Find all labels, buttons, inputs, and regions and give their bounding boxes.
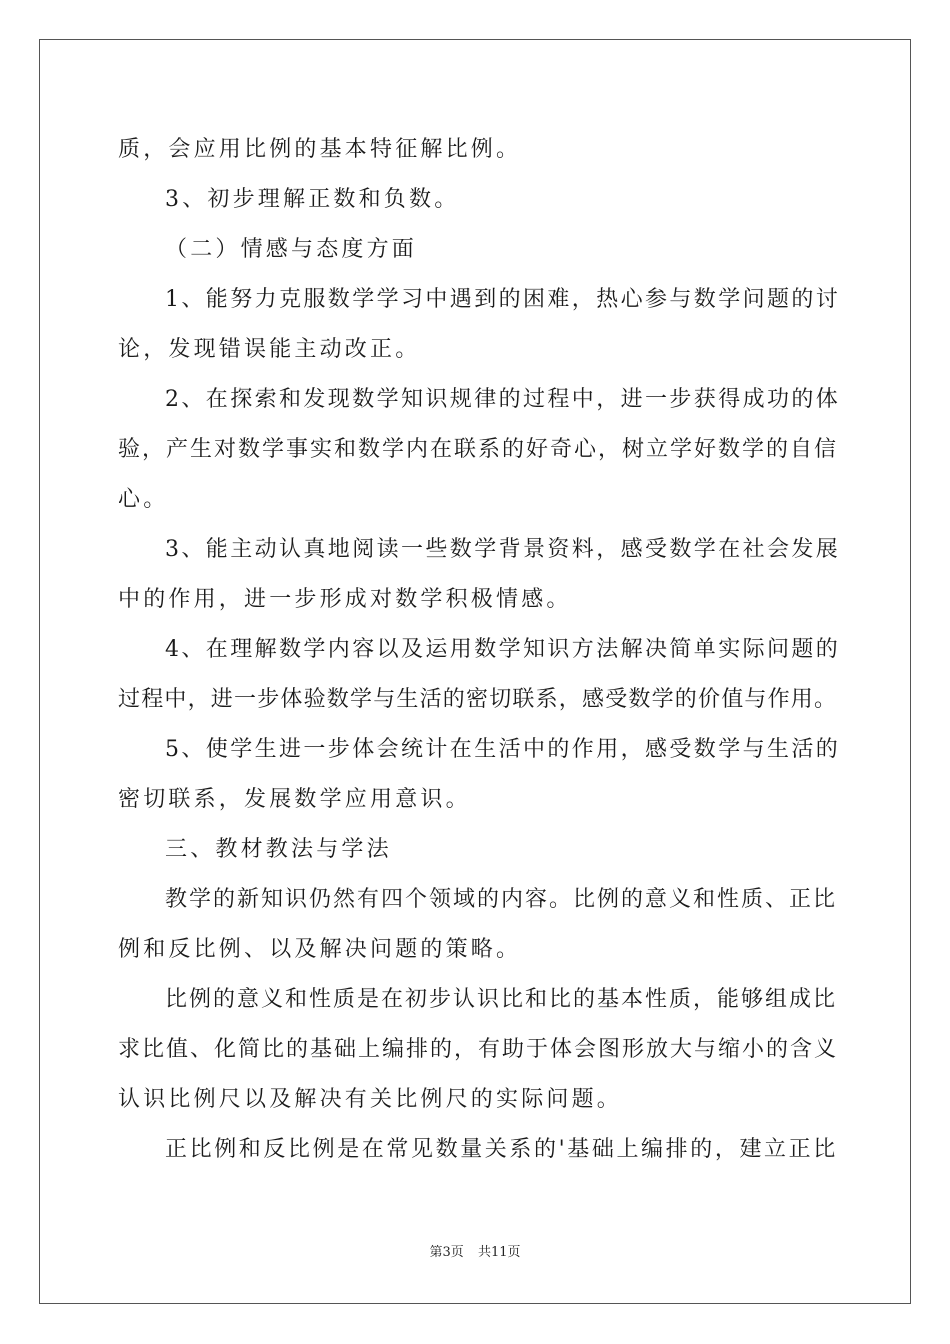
text-line-8: 心。: [118, 487, 169, 512]
text-line-19: 求比值、化简比的基础上编排的，有助于体会图形放大与缩小的含义: [118, 1037, 839, 1062]
text-line-16: 教学的新知识仍然有四个领域的内容。比例的意义和性质、正比: [165, 887, 838, 912]
text-line-12: 过程中，进一步体验数学与生活的密切联系，感受数学的价值与作用。: [118, 687, 838, 712]
text-line-4: 1、能努力克服数学学习中遇到的困难，热心参与数学问题的讨: [165, 287, 841, 312]
text-line-20: 认识比例尺以及解决有关比例尺的实际问题。: [118, 1087, 623, 1112]
text-line-10: 中的作用，进一步形成对数学积极情感。: [118, 587, 572, 612]
text-line-21: 正比例和反比例是在常见数量关系的'基础上编排的，建立正比: [165, 1137, 838, 1162]
page-total: 共11页: [477, 1245, 521, 1260]
text-line-9: 3、能主动认真地阅读一些数学背景资料，感受数学在社会发展: [165, 537, 841, 562]
text-line-13: 5、使学生进一步体会统计在生活中的作用，感受数学与生活的: [165, 737, 841, 762]
text-line-6: 2、在探索和发现数学知识规律的过程中，进一步获得成功的体: [165, 387, 841, 412]
page-number: 第3页: [429, 1245, 464, 1260]
text-line-5: 论，发现错误能主动改正。: [118, 337, 421, 362]
text-line-2: 3、初步理解正数和负数。: [165, 187, 460, 212]
text-line-7: 验，产生对数学事实和数学内在联系的好奇心，树立学好数学的自信: [118, 437, 839, 462]
text-line-14: 密切联系，发展数学应用意识。: [118, 787, 471, 812]
text-line-1: 质，会应用比例的基本特征解比例。: [118, 137, 522, 162]
page-footer: [0, 1244, 950, 1262]
text-line-17: 例和反比例、以及解决问题的策略。: [118, 937, 522, 962]
section-heading-emotion-attitude: （二）情感与态度方面: [165, 237, 418, 262]
text-line-11: 4、在理解数学内容以及运用数学知识方法解决简单实际问题的: [165, 637, 841, 662]
text-line-18: 比例的意义和性质是在初步认识比和比的基本性质，能够组成比: [165, 987, 838, 1012]
section-heading-materials-methods: 三、教材教法与学法: [165, 837, 392, 862]
